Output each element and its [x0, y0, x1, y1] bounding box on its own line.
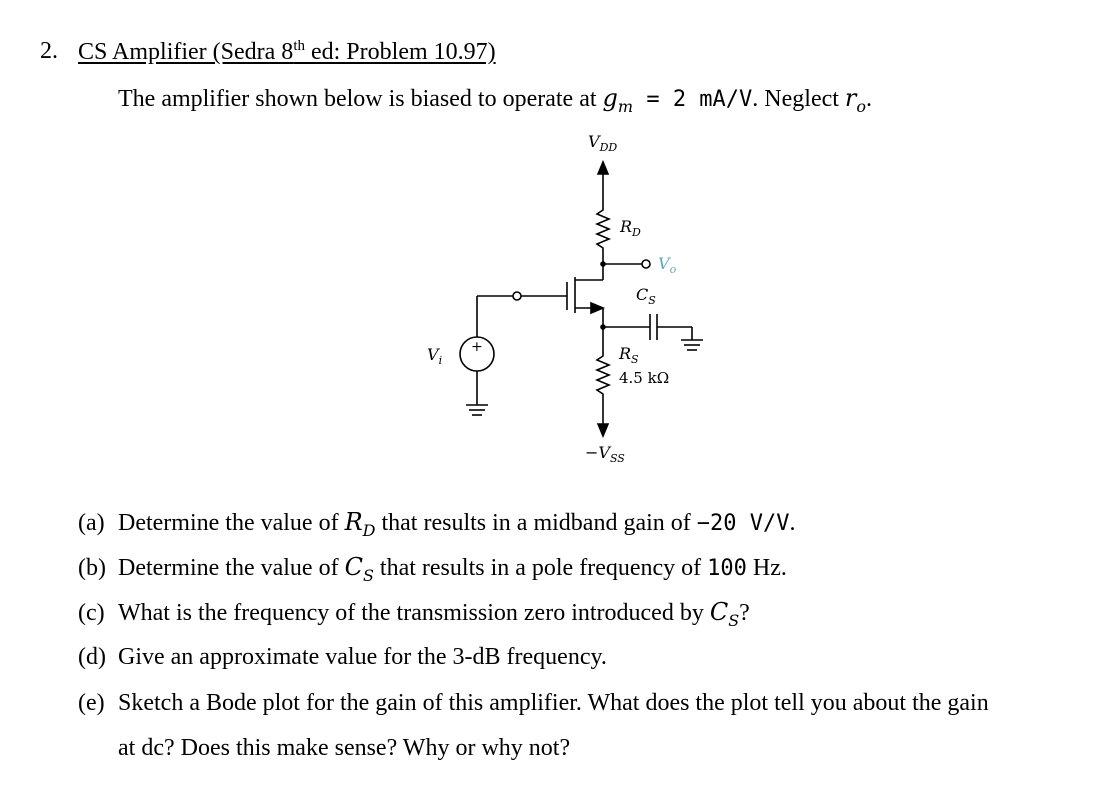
part-text: Sketch a Bode plot for the gain of this amplifier. What does the plot tell you about the gain [118, 690, 989, 716]
rs-value: 4.5 kΩ [619, 369, 670, 387]
vss-label: $-V_{SS}$ [585, 443, 625, 465]
vdd-arrow [598, 162, 608, 174]
title-sup: th [293, 38, 305, 54]
part-label: (e) [78, 690, 105, 716]
cs-label: $C_S$ [636, 285, 656, 307]
problem-number: 2. [40, 38, 58, 64]
gm-value: = 2 mA/V [633, 87, 753, 112]
part-c [78, 598, 750, 630]
vi-label: $V_i$ [427, 345, 443, 367]
part-e-continuation: at dc? Does this make sense? Why or why not? [118, 735, 571, 761]
rs-resistor [597, 352, 609, 398]
part-text: What is the frequency of the transmission zero introduced by $C_S$? [118, 598, 750, 630]
gm-subscript: m [617, 96, 634, 116]
part-text: Determine the value of $C_S$ that results in a pole frequency of 100 Hz. [118, 553, 787, 585]
circuit-schematic [400, 120, 720, 480]
rd-resistor [597, 205, 609, 252]
statement-mid: . Neglect [752, 86, 845, 112]
part-label: (a) [78, 510, 105, 536]
part-text: Determine the value of $R_D$ that results in a midband gain of −20 V/V. [118, 508, 796, 540]
title-post: ed: Problem 10.97) [304, 39, 496, 65]
problem-statement [118, 84, 872, 116]
vss-arrow [598, 424, 608, 436]
part-a [78, 508, 795, 540]
ro-symbol: r [844, 84, 857, 112]
part-text: Give an approximate value for the 3-dB frequency. [118, 644, 607, 670]
part-e [78, 690, 989, 717]
title-pre: CS Amplifier (Sedra 8 [78, 39, 294, 65]
statement-end: . [866, 86, 873, 112]
ro-subscript: o [856, 96, 867, 116]
vdd-label: $V_{DD}$ [588, 132, 618, 154]
part-b [78, 553, 787, 585]
part-d [78, 644, 607, 671]
source-node-dot [600, 324, 606, 330]
gate-terminal [513, 292, 521, 300]
vo-label: $V_o$ [658, 254, 677, 276]
gm-symbol: g [602, 84, 618, 112]
rd-label: $R_D$ [620, 217, 641, 239]
vo-terminal [642, 260, 650, 268]
source-arrow [591, 303, 603, 313]
drain-node-dot [600, 261, 606, 267]
rs-label: $R_S$ [619, 344, 639, 366]
source-plus-sign: + [471, 339, 483, 355]
problem-title [78, 38, 496, 66]
part-label: (d) [78, 644, 106, 670]
part-label: (b) [78, 555, 106, 581]
statement-pre: The amplifier shown below is biased to operate at [118, 86, 603, 112]
part-label: (c) [78, 600, 105, 626]
